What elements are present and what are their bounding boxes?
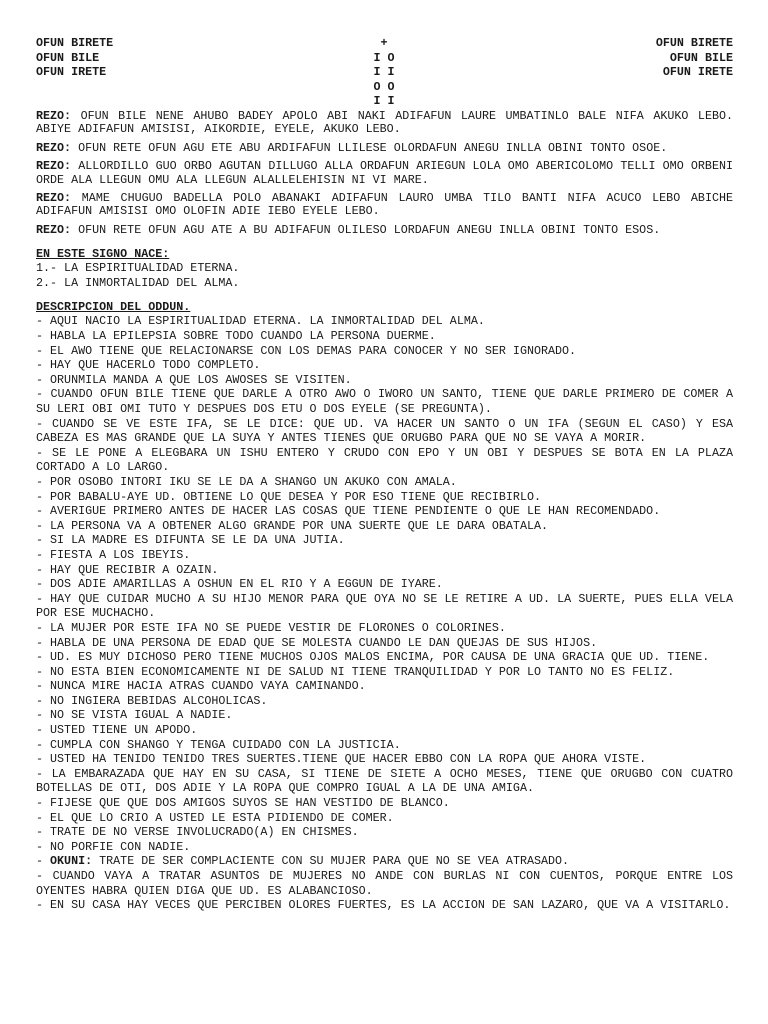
descripcion-item: [36, 563, 733, 578]
sign-mark-line: I I: [373, 94, 395, 109]
header-left-names: [36, 36, 113, 80]
item-text: - NUNCA MIRE HACIA ATRAS CUANDO VAYA CAMINANDO.: [36, 679, 366, 694]
item-text: - LA PERSONA VA A OBTENER ALGO GRANDE POR UNA SUERTE QUE LE DARA OBATALA.: [36, 518, 548, 533]
descripcion-item: [36, 417, 733, 446]
descripcion-item: [36, 679, 733, 694]
item-text: - CUANDO SE VE ESTE IFA, SE LE DICE: QUE UD. VA HACER UN SANTO O UN IFA (SEGUN EL CASO) Y ESA CABEZA ES MAS GRANDE QUE LA SUYA Y ANTES TIENES QUE ORUGBO PARA QUE NO SE VAYA A MORIR.: [36, 416, 733, 446]
descripcion-item: [36, 665, 733, 680]
nace-heading: EN ESTE SIGNO NACE:: [36, 247, 170, 262]
nace-item: 1.- LA ESPIRITUALIDAD ETERNA.: [36, 261, 240, 276]
rezo-paragraph: [36, 110, 733, 137]
item-text: - CUANDO VAYA A TRATAR ASUNTOS DE MUJERES NO ANDE CON BURLAS NI CON CUENTOS, PORQUE ENTRE LOS OYENTES HABRA QUIEN DIGA QUE UD. ES ALABANCIOSO.: [36, 869, 733, 898]
descripcion-item: [36, 548, 733, 563]
descripcion-item: [36, 767, 733, 796]
header-right-line: OFUN BILE: [669, 50, 733, 65]
descripcion-item: [36, 314, 733, 329]
header-left-line: OFUN BILE: [36, 50, 100, 65]
header-right-names: [656, 36, 733, 80]
rezo-text: OFUN BILE NENE AHUBO BADEY APOLO ABI NAKI ADIFAFUN LAURE UMBATINLO BALE NIFA AKUKO LEBO. ABIYE ADIFAFUN AMISISI, AIKORDIE, EYELE, AKUKO LEBO.: [36, 109, 733, 137]
nace-item: 2.- LA INMORTALIDAD DEL ALMA.: [36, 275, 240, 290]
item-text: - SI LA MADRE ES DIFUNTA SE LE DA UNA JUTIA.: [36, 533, 345, 548]
item-text: - CUANDO OFUN BILE TIENE QUE DARLE A OTRO AWO O IWORO UN SANTO, TIENE QUE DARLE PRIMERO DE COMER A SU LERI OBI OMI TUTO Y DESPUES DOS ETU O DOS EYELE (SE PREGUNTA).: [36, 387, 733, 416]
rezo-label: REZO:: [36, 140, 72, 155]
descripcion-item: [36, 577, 733, 592]
item-label: OKUNI:: [50, 854, 93, 869]
descripcion-item: [36, 708, 733, 723]
item-text: - DOS ADIE AMARILLAS A OSHUN EN EL RIO Y A EGGUN DE IYARE.: [36, 577, 443, 592]
descripcion-item: [36, 723, 733, 738]
item-text: - HAY QUE HACERLO TODO COMPLETO.: [36, 358, 261, 373]
item-text: - FIESTA A LOS IBEYIS.: [36, 547, 191, 562]
descripcion-item: [36, 344, 733, 359]
descripcion-item: [36, 738, 733, 753]
rezo-text: MAME CHUGUO BADELLA POLO ABANAKI ADIFAFUN LAURO UMBA TILO BANTI NIFA ACUCO LEBO ABICHE ADIFAFUN AMISISI OMO OLOFIN ADIE IEBO EYELE LEBO.: [36, 191, 733, 219]
descripcion-item: [36, 811, 733, 826]
rezo-paragraph: [36, 192, 733, 219]
odun-sign-marks: [370, 36, 398, 109]
item-text: - EN SU CASA HAY VECES QUE PERCIBEN OLORES FUERTES, ES LA ACCION DE SAN LAZARO, QUE VA A VISITARLO.: [36, 898, 731, 913]
descripcion-item: [36, 329, 733, 344]
rezo-text: ALLORDILLO GUO ORBO AGUTAN DILLUGO ALLA ORDAFUN ARIEGUN LOLA OMO ABERICOLOMO TELLI OMO ORBENI ORDE ALA LLEGUN OMU ALA LLEGUN ALALLELEHISIN NI VI MARE.: [36, 159, 733, 187]
descripcion-item: [36, 869, 733, 898]
sign-mark-line: I O: [373, 50, 395, 65]
rezo-paragraph: [36, 224, 733, 237]
descripcion-item: [36, 533, 733, 548]
item-text: TRATE DE SER COMPLACIENTE CON SU MUJER PARA QUE NO SE VEA ATRASADO.: [92, 854, 570, 869]
item-text: - AQUI NACIO LA ESPIRITUALIDAD ETERNA. LA INMORTALIDAD DEL ALMA.: [36, 314, 485, 329]
sign-mark-line: I I: [373, 65, 395, 80]
descripcion-item: [36, 490, 733, 505]
item-text: - NO SE VISTA IGUAL A NADIE.: [36, 708, 233, 723]
descripcion-item: [36, 636, 733, 651]
item-text: - HAY QUE RECIBIR A OZAIN.: [36, 562, 219, 577]
descripcion-item: [36, 446, 733, 475]
descripcion-item: [36, 796, 733, 811]
descripcion-item: [36, 519, 733, 534]
descripcion-item: [36, 752, 733, 767]
item-text: - HABLA DE UNA PERSONA DE EDAD QUE SE MOLESTA CUANDO LE DAN QUEJAS DE SUS HIJOS.: [36, 635, 598, 650]
rezo-label: REZO:: [36, 109, 72, 123]
nace-section: [36, 247, 733, 290]
descripcion-item: [36, 650, 733, 665]
rezo-text: OFUN RETE OFUN AGU ATE A BU ADIFAFUN OLILESO LORDAFUN ANEGU INLLA OBINI TONTO ESOS.: [71, 222, 661, 237]
item-text: - AVERIGUE PRIMERO ANTES DE HACER LAS COSAS QUE TIENE PENDIENTE O QUE LE HAN RECOMENDADO.: [36, 504, 661, 519]
document-page: [36, 36, 733, 913]
header-left-line: OFUN IRETE: [36, 65, 107, 80]
rezo-text: OFUN RETE OFUN AGU ETE ABU ARDIFAFUN LLILESE OLORDAFUN ANEGU INLLA OBINI TONTO OSOE.: [71, 140, 668, 155]
item-text: - TRATE DE NO VERSE INVOLUCRADO(A) EN CHISMES.: [36, 825, 359, 840]
descripcion-item: [36, 694, 733, 709]
item-text: - USTED TIENE UN APODO.: [36, 723, 198, 738]
header-right-line: OFUN IRETE: [662, 65, 733, 80]
item-text: - HAY QUE CUIDAR MUCHO A SU HIJO MENOR PARA QUE OYA NO SE LE RETIRE A UD. LA SUERTE, PUES ELLA VELA POR ESE MUCHACHO.: [36, 591, 733, 621]
descripcion-item: [36, 825, 733, 840]
header-left-line: OFUN BIRETE: [36, 36, 114, 50]
item-text: - HABLA LA EPILEPSIA SOBRE TODO CUANDO LA PERSONA DUERME.: [36, 329, 436, 344]
item-prefix: -: [36, 854, 51, 869]
header-right-line: OFUN BIRETE: [655, 36, 733, 50]
rezo-label: REZO:: [36, 191, 72, 206]
descripcion-item: [36, 475, 733, 490]
descripcion-list: [36, 314, 733, 912]
descripcion-heading: DESCRIPCION DEL ODDUN.: [36, 300, 191, 315]
item-text: - ORUNMILA MANDA A QUE LOS AWOSES SE VISITEN.: [36, 372, 352, 387]
descripcion-item: [36, 854, 733, 869]
descripcion-item: [36, 387, 733, 416]
item-text: - EL QUE LO CRIO A USTED LE ESTA PIDIENDO DE COMER.: [36, 810, 394, 825]
rezos-section: [36, 110, 733, 237]
item-text: - FIJESE QUE QUE DOS AMIGOS SUYOS SE HAN VESTIDO DE BLANCO.: [36, 796, 450, 811]
descripcion-item: [36, 358, 733, 373]
descripcion-item: [36, 373, 733, 388]
descripcion-item: [36, 840, 733, 855]
descripcion-item: [36, 898, 733, 913]
rezo-label: REZO:: [36, 159, 72, 174]
item-text: - SE LE PONE A ELEGBARA UN ISHU ENTERO Y CRUDO CON EPO Y UN OBI Y DESPUES SE BOTA EN LA PLAZA CORTADO A LO LARGO.: [36, 445, 733, 475]
sign-mark-line: O O: [373, 79, 395, 94]
item-text: - NO INGIERA BEBIDAS ALCOHOLICAS.: [36, 693, 268, 708]
rezo-label: REZO:: [36, 222, 72, 237]
sign-mark-line: +: [380, 36, 388, 50]
item-text: - USTED HA TENIDO TENIDO TRES SUERTES.TIENE QUE HACER EBBO CON LA ROPA QUE AHORA VISTE.: [36, 752, 647, 767]
item-text: - NO PORFIE CON NADIE.: [36, 839, 191, 854]
descripcion-item: [36, 621, 733, 636]
descripcion-section: [36, 300, 733, 912]
rezo-paragraph: [36, 142, 733, 155]
descripcion-item: [36, 504, 733, 519]
odun-header: [36, 36, 733, 110]
item-text: - EL AWO TIENE QUE RELACIONARSE CON LOS DEMAS PARA CONOCER Y NO SER IGNORADO.: [36, 343, 577, 358]
item-text: - CUMPLA CON SHANGO Y TENGA CUIDADO CON LA JUSTICIA.: [36, 737, 401, 752]
item-text: - POR OSOBO INTORI IKU SE LE DA A SHANGO UN AKUKO CON AMALA.: [36, 474, 457, 489]
rezo-paragraph: [36, 160, 733, 187]
item-text: - LA EMBARAZADA QUE HAY EN SU CASA, SI TIENE DE SIETE A OCHO MESES, TIENE QUE ORUGBO CON CUATRO BOTELLAS DE OTI, DOS ADIE Y LA ROPA QUE COMPRO IGUAL A LA DE UNA AMIGA.: [36, 766, 733, 796]
item-text: - LA MUJER POR ESTE IFA NO SE PUEDE VESTIR DE FLORONES O COLORINES.: [36, 620, 506, 635]
item-text: - POR BABALU-AYE UD. OBTIENE LO QUE DESEA Y POR ESO TIENE QUE RECIBIRLO.: [36, 489, 541, 504]
descripcion-item: [36, 592, 733, 621]
item-text: - NO ESTA BIEN ECONOMICAMENTE NI DE SALUD NI TIENE TRANQUILIDAD Y POR LO TANTO NO ES FELIZ.: [36, 664, 675, 679]
item-text: - UD. ES MUY DICHOSO PERO TIENE MUCHOS OJOS MALOS ENCIMA, POR CAUSA DE UNA GRACIA QUE UD. TIENE.: [36, 650, 710, 665]
